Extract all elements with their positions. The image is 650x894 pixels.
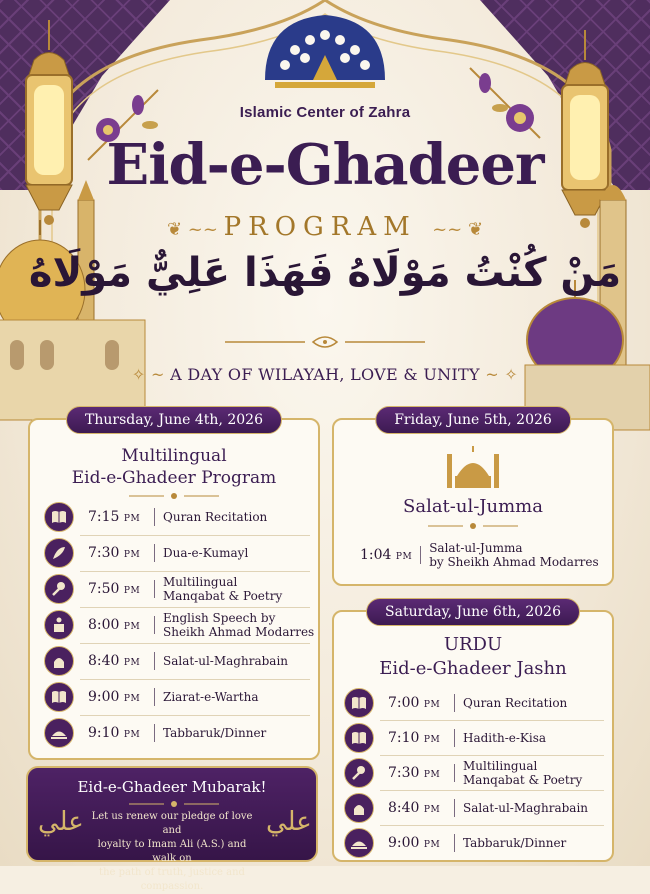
event-time: 9:00 PM (388, 834, 441, 851)
event-time: 7:30 PM (88, 544, 141, 561)
mosque-icon (344, 793, 374, 823)
ornament-left-icon: ❦ ~~ (166, 219, 224, 240)
schedule-row (344, 791, 588, 824)
quran-icon (344, 688, 374, 718)
event-label: Tabbaruk/Dinner (463, 835, 567, 850)
microphone-icon (44, 574, 74, 604)
schedule-row (344, 721, 546, 754)
saturday-title-line2: Eid-e-Ghadeer Jashn (379, 658, 567, 679)
microphone-icon (344, 758, 374, 788)
schedule-row (44, 608, 314, 641)
event-time: 9:00 PM (88, 688, 141, 705)
separator (154, 508, 155, 526)
subtitle-text: PROGRAM (223, 212, 417, 242)
event-label: Dua-e-Kumayl (163, 545, 249, 560)
separator (454, 834, 455, 852)
arabic-verse: مَنْ كُنْتُ مَوْلَاهُ فَهَذَا عَلِيٌّ مَوْلَاهُ (28, 250, 622, 296)
tagline-ornament-right-icon: ~ ✧ (485, 365, 519, 384)
schedule-row (44, 716, 266, 749)
event-time: 7:50 PM (88, 580, 141, 597)
event-time: 7:15 PM (88, 508, 141, 525)
event-label: Multilingual Manqabat & Poetry (463, 758, 583, 787)
event-label: Salat-ul-Maghrabain (163, 653, 289, 668)
event-label: Quran Recitation (163, 509, 268, 524)
schedule-row (44, 572, 282, 605)
mosque-icon (445, 444, 501, 490)
schedule-row (44, 536, 248, 569)
event-label: Salat-ul-Jumma by Sheikh Ahmad Modarres (429, 540, 599, 569)
mubarak-panel (26, 766, 318, 892)
separator (454, 799, 455, 817)
schedule-row (344, 686, 567, 719)
divider-ornament-icon (129, 492, 219, 500)
ornament-divider-icon (225, 334, 425, 350)
ornament-right-icon: ~~ ❦ (432, 219, 484, 240)
separator (154, 724, 155, 742)
saturday-title-line1: URDU (443, 634, 503, 655)
event-time: 8:40 PM (388, 799, 441, 816)
divider-ornament-icon (129, 800, 219, 808)
event-label: Salat-ul-Maghrabain (463, 800, 589, 815)
friday-title: Salat-ul-Jumma (403, 496, 543, 517)
event-time: 9:10 PM (88, 724, 141, 741)
separator (454, 694, 455, 712)
divider-ornament-icon (428, 522, 518, 530)
event-time: 7:30 PM (388, 764, 441, 781)
friday-row (360, 538, 599, 571)
schedule-row (344, 826, 566, 859)
separator (154, 544, 155, 562)
book-icon (44, 682, 74, 712)
tagline-ornament-left-icon: ✧ ~ (131, 365, 171, 384)
event-time: 7:10 PM (388, 729, 441, 746)
subtitle (0, 212, 650, 242)
saturday-card (332, 604, 614, 862)
separator (154, 616, 155, 634)
feather-icon (44, 538, 74, 568)
separator (154, 688, 155, 706)
logo-icon (255, 10, 395, 95)
thursday-title-line2: Eid-e-Ghadeer Program (71, 468, 277, 488)
dinner-icon (44, 718, 74, 748)
quran-icon (44, 502, 74, 532)
thursday-title-line1: Multilingual (121, 446, 227, 466)
event-time: 1:04 PM (360, 546, 413, 563)
event-label: Multilingual Manqabat & Poetry (163, 574, 283, 603)
separator (154, 580, 155, 598)
event-time: 7:00 PM (388, 694, 441, 711)
separator (454, 764, 455, 782)
separator (154, 652, 155, 670)
separator (420, 546, 421, 564)
event-label: Hadith-e-Kisa (463, 730, 547, 745)
calligraphy-ali-left: علي (38, 807, 84, 837)
event-time: 8:00 PM (88, 616, 141, 633)
mubarak-title: Eid-e-Ghadeer Mubarak! (77, 778, 267, 796)
tagline-text: A DAY OF WILAYAH, LOVE & UNITY (170, 365, 480, 384)
schedule-row (44, 500, 267, 533)
event-label: Ziarat-e-Wartha (163, 689, 259, 704)
separator (454, 729, 455, 747)
event-label: English Speech by Sheikh Ahmad Modarres (163, 610, 315, 639)
dinner-icon (344, 828, 374, 858)
calligraphy-ali-right: علي (266, 807, 312, 837)
schedule-row (44, 644, 288, 677)
schedule-row (44, 680, 258, 713)
event-label: Quran Recitation (463, 695, 568, 710)
schedule-row (344, 756, 582, 789)
org-name: Islamic Center of Zahra (239, 104, 411, 121)
event-time: 8:40 PM (88, 652, 141, 669)
mosque-icon (44, 646, 74, 676)
friday-card (332, 412, 614, 586)
thursday-date: Thursday, June 4th, 2026 (66, 406, 282, 434)
friday-date: Friday, June 5th, 2026 (375, 406, 571, 434)
thursday-card (28, 412, 320, 760)
page-title: Eid-e-Ghadeer (106, 132, 544, 198)
saturday-date: Saturday, June 6th, 2026 (366, 598, 580, 626)
book-icon (344, 723, 374, 753)
tagline (0, 365, 650, 384)
podium-icon (44, 610, 74, 640)
event-label: Tabbaruk/Dinner (163, 725, 267, 740)
mubarak-message: Let us renew our pledge of love and loyalty to Imam Ali (A.S.) and walk on the path of truth, justice and compassion. (91, 811, 253, 892)
